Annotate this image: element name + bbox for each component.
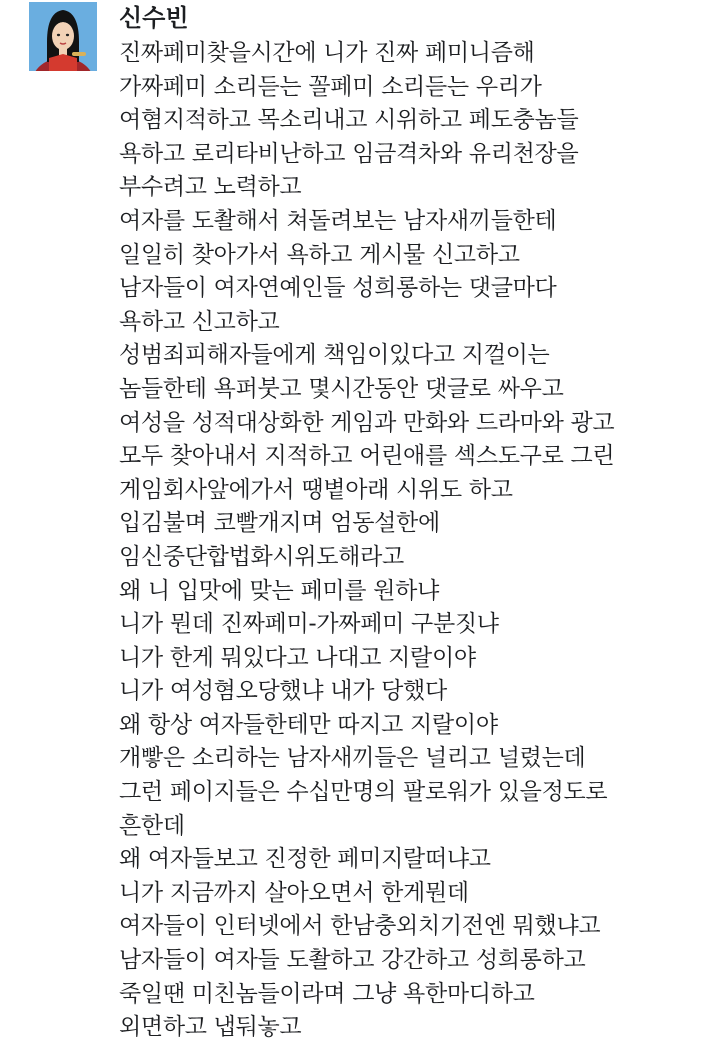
comment-text-line: 남자들이 여자들 도촬하고 강간하고 성희롱하고 <box>119 947 586 974</box>
comment-text-line: 니가 한게 뭐있다고 나대고 지랄이야 <box>119 644 476 671</box>
comment-text-line: 니가 뭔데 진짜페미-가짜페미 구분짓냐 <box>119 611 499 638</box>
comment-text-line: 왜 여자들보고 진정한 페미지랄떠냐고 <box>119 846 491 873</box>
comment-text-line: 흔한데 <box>119 812 185 839</box>
comment-text-line: 개빻은 소리하는 남자새끼들은 널리고 널렸는데 <box>119 745 586 772</box>
comment-text-line: 여혐지적하고 목소리내고 시위하고 페도충놈들 <box>119 107 579 134</box>
comment-text-line: 욕하고 신고하고 <box>119 308 280 335</box>
comment-author-name[interactable]: 신수빈 <box>119 4 189 32</box>
comment-text <box>119 37 715 1045</box>
comment-text-line: 왜 니 입맛에 맞는 페미를 원하냐 <box>119 577 439 604</box>
comment-text-line: 여성을 성적대상화한 게임과 만화와 드라마와 광고 <box>119 409 615 436</box>
comment-text-line: 왜 항상 여자들한테만 따지고 지랄이야 <box>119 711 498 738</box>
comment-text-line: 죽일땐 미친놈들이라며 그냥 욕한마디하고 <box>119 980 535 1007</box>
comment-text-line: 모두 찾아내서 지적하고 어린애를 섹스도구로 그린 <box>119 443 615 470</box>
comment-text-line: 외면하고 냅둬놓고 <box>119 1014 302 1041</box>
author-avatar[interactable] <box>29 2 97 71</box>
comment-text-line: 니가 여성혐오당했냐 내가 당했다 <box>119 678 447 705</box>
comment-text-line: 입김불며 코빨개지며 엄동설한에 <box>119 510 440 537</box>
comment-text-line: 진짜페미찾을시간에 니가 진짜 페미니즘해 <box>119 40 535 66</box>
comment-text-line: 부수려고 노력하고 <box>119 174 302 201</box>
comment-text-line: 가짜페미 소리듣는 꼴페미 소리듣는 우리가 <box>119 73 542 100</box>
comment-text-line: 일일히 찾아가서 욕하고 게시물 신고하고 <box>119 241 520 268</box>
comment-text-line: 성범죄피해자들에게 책임이있다고 지껄이는 <box>119 342 550 369</box>
comment-text-line: 게임회사앞에가서 땡볕아래 시위도 하고 <box>119 476 513 503</box>
comment-text-line: 여자들이 인터넷에서 한남충외치기전엔 뭐했냐고 <box>119 913 601 940</box>
comment-text-line: 니가 지금까지 살아오면서 한게뭔데 <box>119 879 469 906</box>
comment-text-line: 그런 페이지들은 수십만명의 팔로워가 있을정도로 <box>119 779 608 806</box>
profile-avatar-icon <box>29 2 97 71</box>
comment-text-line: 욕하고 로리타비난하고 임금격차와 유리천장을 <box>119 140 579 167</box>
comment-text-line: 남자들이 여자연예인들 성희롱하는 댓글마다 <box>119 275 557 302</box>
comment-text-line: 놈들한테 욕퍼붓고 몇시간동안 댓글로 싸우고 <box>119 375 564 402</box>
comment-text-line: 임신중단합법화시위도해라고 <box>119 543 404 570</box>
comment-text-line: 여자를 도촬해서 쳐돌려보는 남자새끼들한테 <box>119 207 557 234</box>
